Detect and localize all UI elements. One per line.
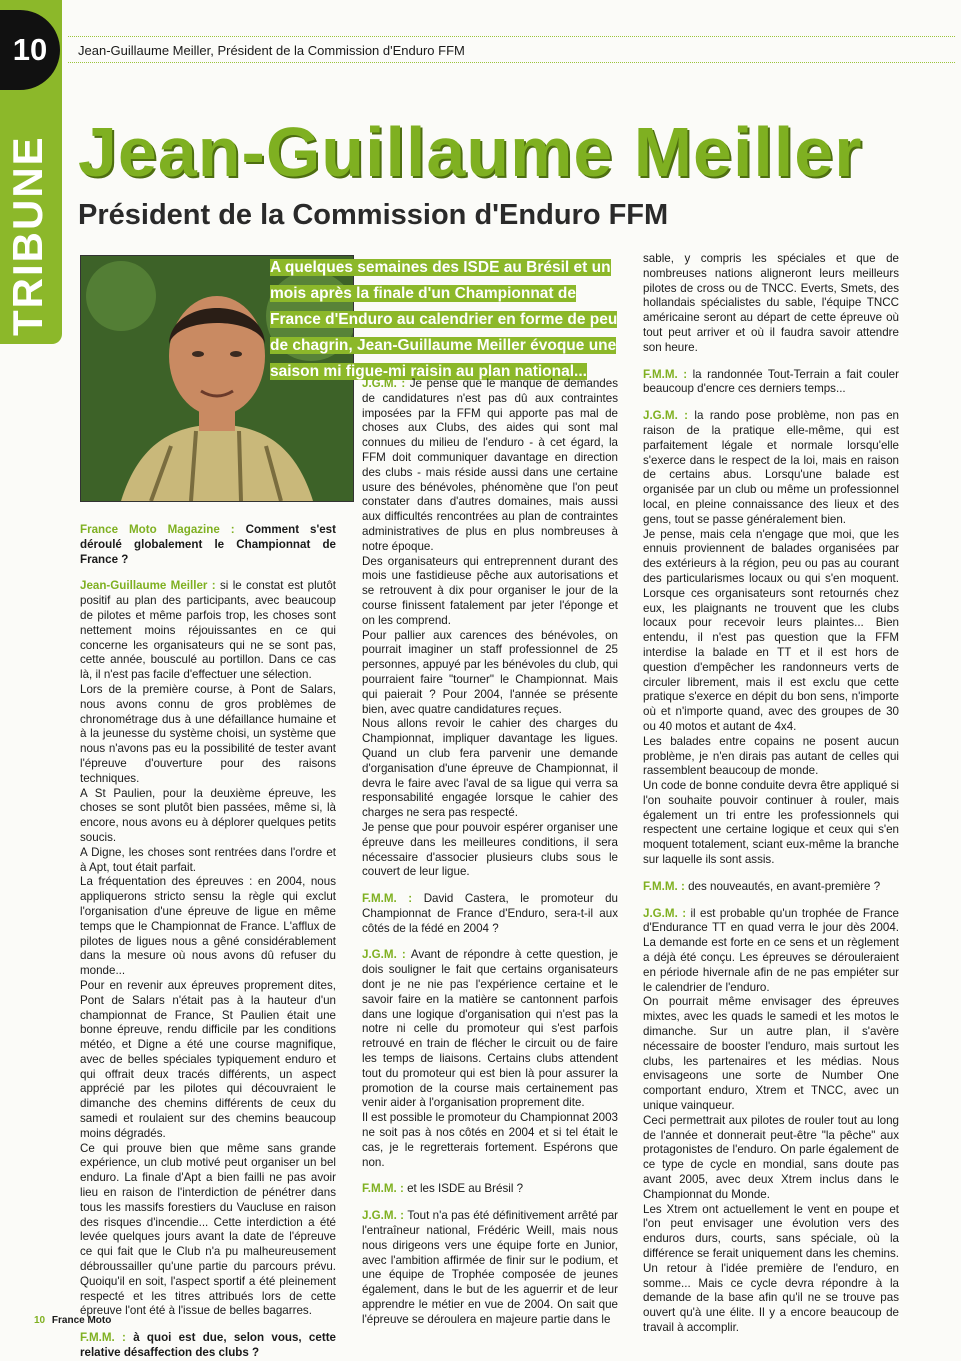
paragraph <box>643 779 899 868</box>
paragraph <box>643 409 899 527</box>
paragraph <box>643 735 899 779</box>
paragraph-text: à quoi est due, selon vous, cette relative désaffection des clubs ? <box>80 1331 337 1360</box>
paragraph <box>80 1331 336 1361</box>
paragraph-text: si le constat est plutôt positif au plan des participants, avec beaucoup de pilotes et même parfois trop, les choses sont nettement moins réjouissantes en ce qui concerne les organisateurs qui ne se sont pas, cette année, bousculé au portillon. Dans ce cas là, il n'est pas facile d'effectuer une sélection. <box>80 579 336 682</box>
speaker-label: J.G.M. : <box>643 906 691 920</box>
paragraph-text: Pour en revenir aux épreuves proprement dites, Pont de Salars n'était pas à la hauteur d'un championnat de France, St Paulien était une bonne épreuve, rendu difficile par les conditions météo, et Digne a été une course magnifique, avec de belles spéciales typiquement enduro et qui offrait deux tracés différents, un aspect apprécié par les pilotes qui découvraient le dimanche des chemins différents de ceux du samedi et roulaient sur des chemins beaucoup moins dégradés. <box>80 978 336 1140</box>
paragraph-text: Il est possible le promoteur du Championnat 2003 ne soit pas à nos côtés en 2004 et si tel était le cas, je le regretterais fortement. Espérons que non. <box>362 1111 618 1169</box>
paragraph-text: David Castera, le promoteur du Championnat de France d'Enduro, sera-t-il aux côtés de la fédé en 2004 ? <box>362 892 618 935</box>
speaker-label: F.M.M. : <box>362 892 424 906</box>
speaker-label: J.G.M. : <box>643 409 695 423</box>
top-rule <box>68 36 955 37</box>
speaker-label: F.M.M. : <box>643 879 689 893</box>
paragraph <box>643 368 899 398</box>
paragraph-text: Je pense que le manque de demandes de candidatures n'est pas dû aux contraintes imposées par la FFM qui apporte pas mal de choses aux Clubs, des aides qui sont mal connues du milieu de l'enduro - à cet égard, la FFM doit communiquer davantage en direction des clubs - mais réside aussi dans une certaine usure des bénévoles, phénomène que l'on peut constater dans d'autres domaines, mais aussi aux difficultés rencontrées au plan de contraintes administratives de plus en plus nombreuses à notre époque. <box>362 377 618 553</box>
speaker-label: France Moto Magazine : <box>80 523 246 536</box>
paragraph <box>80 787 336 846</box>
paragraph <box>362 629 618 718</box>
paragraph-text: A Digne, les choses sont rentrées dans l'ordre et à Apt, tout était parfait. <box>80 845 336 874</box>
paragraph-text: Les balades entre copains ne posent aucun problème, je n'en dirais pas autant de celles qui rassemblent beaucoup de monde. <box>643 734 899 778</box>
paragraph <box>80 846 336 876</box>
paragraph-text: la randonnée Tout-Terrain a fait couler beaucoup d'encre ces derniers temps... <box>643 367 899 396</box>
paragraph-text: Un code de bonne conduite devra être appliqué si l'on souhaite pouvoir continuer à rouler, mais également un tri entre les professionnels qui respectent une certaine logique et ceux qui s'en moquent totalement, sciant eux-même la branche sur laquelle ils sont assis. <box>643 779 899 867</box>
article-subtitle: Président de la Commission d'Enduro FFM <box>78 199 669 231</box>
paragraph <box>362 555 618 629</box>
speaker-label: F.M.M. : <box>643 367 693 381</box>
intro-text: A quelques semaines des ISDE au Brésil et un mois après la finale d'un Championnat de France d'Enduro au calendrier en forme de peu de chagrin, Jean-Guillaume Meiller évoque une saison mi figue-mi raisin au plan national... <box>270 259 618 380</box>
paragraph-text: des nouveautés, en avant-première ? <box>688 879 881 893</box>
paragraph <box>643 528 899 735</box>
paragraph <box>362 1182 618 1197</box>
article-title: Jean-Guillaume Meiller <box>78 113 863 191</box>
paragraph-text: Ceci permettrait aux pilotes de rouler tout au long de l'année et donnerait peut-être "la pêche" aux protagonistes de l'enduro. On parle également de ce type de cycle en mondial, sans doute pas avant 2005, avec deux Xtrem inclus dans le Championnat du Monde. <box>643 1113 899 1201</box>
paragraph-text: Tout n'a pas été définitivement arrêté par l'entraîneur national, Frédéric Weill, mais nous nous dirigeons vers une équipe forte en Junior, avec l'ambition affirmée de finir sur le podium, et une équipe de Trophée composée de jeunes également, dans le but de les aguerrir et de leur apprendre le métier en vue de 2004. On sait que l'épreuve se déroulera en majeure partie dans le <box>362 1209 619 1326</box>
paragraph <box>362 1111 618 1170</box>
paragraph-text: Je pense que pour pouvoir espérer organiser une épreuve dans les meilleures conditions, il sera nécessaire d'associer plusieurs clubs sous le couvert de leur ligue. <box>362 820 618 879</box>
paragraph <box>80 523 336 567</box>
column-3 <box>643 252 899 1336</box>
paragraph-text: Des organisateurs qui entreprennent durant des mois une fastidieuse pêche aux autorisations et se retrouvent à dix pour organiser le jour de la course finissent fatalement par jeter l'éponge et on les comprend. <box>362 554 618 627</box>
speaker-label: F.M.M. : <box>362 1182 408 1196</box>
paragraph <box>643 252 899 356</box>
paragraph <box>80 875 336 979</box>
paragraph <box>362 821 618 880</box>
paragraph <box>80 579 336 683</box>
section-label: TRIBUNE <box>4 135 51 336</box>
paragraph <box>362 717 618 821</box>
paragraph-text: La fréquentation des épreuves : en 2004, nous appliquerons stricto sensu la règle qui exclut l'organisation d'une épreuve de ligue en même temps que le Championnat de France. L'afflux de pilotes de ligues nous a gêné considérablement dans la mesure où nous avons dû refuser du monde... <box>80 875 336 978</box>
paragraph <box>643 880 899 895</box>
running-head: Jean-Guillaume Meiller, Président de la Commission d'Enduro FFM <box>78 43 465 58</box>
top-rule-bottom <box>68 62 955 63</box>
paragraph-text: Nous allons revoir le cahier des charges du Championnat, impliquer davantage les ligues. Quand un club fera parvenir une demande d'organisation d'une épreuve de Championnat, il devra le faire avec l'aval de sa ligue qui verra sa responsabilité engagée lorsque le cahier des charges ne sera pas respecté. <box>362 717 618 820</box>
page-number-badge: 10 <box>0 10 60 90</box>
paragraph <box>362 1209 618 1327</box>
paragraph-text: Lors de la première course, à Pont de Salars, nous avons connu de gros problèmes de chronométrage dus à une défaillance humaine et à la jeunesse du système choisi, un système que nous n'avons pas eu la possibilité de tester avant l'épreuve d'ouverture pour des raisons techniques. <box>80 682 336 785</box>
paragraph <box>643 995 899 1113</box>
footer-magazine: France Moto <box>51 1315 112 1326</box>
paragraph <box>80 979 336 1142</box>
column-1 <box>80 523 336 1361</box>
paragraph <box>643 907 899 996</box>
speaker-label: J.G.M. : <box>362 377 410 390</box>
paragraph-text: Comment s'est déroulé globalement le Championnat de France ? <box>80 523 336 566</box>
paragraph <box>80 683 336 787</box>
paragraph-text: Ce qui prouve bien que même sans grande expérience, un club motivé peut organiser un bel enduro. La finale d'Apt a bien failli ne pas avoir lieu en raison de l'interdiction de pénétrer dans tous les massifs forestiers du Vaucluse en raison des risques d'incendie... Cette interdiction a été levée quelques jours avant la date de l'épreuve ce qui fait que le Club n'a pu malheureusement débroussailler qu'une partie du parcours prévu. Quoiqu'il en soit, l'aspect sportif a été pleinement respecté et les titres attribués lors de cette épreuve l'ont été à l'issue de belles bagarres. <box>80 1141 336 1318</box>
paragraph-text: A St Paulien, pour la deuxième épreuve, les choses se sont plutôt bien passées, même si, là encore, nous avons eu à déplorer quelques petits soucis. <box>80 786 336 844</box>
paragraph-text: On pourrait même envisager des épreuves mixtes, avec les quads le samedi et les motos le dimanche. Sur un autre plan, il s'avère nécessaire de booster l'enduro, mais surtout les clubs, les partenaires et les médias. Nous envisageons une sorte de Number One comportant enduro, Xtrem et TNCC, avec un unique vainqueur. <box>643 995 899 1113</box>
speaker-label: Jean-Guillaume Meiller : <box>80 579 220 593</box>
paragraph-text: Pour pallier aux carences des bénévoles, on pourrait imaginer un staff professionnel de 25 personnes, appuyé par les bénévoles du club, qui pourraient faire "tourner" le Championnat. Mais qui paierait ? Pour 2004, l'année se présente bien, avec quatre candidatures reçues. <box>362 628 618 716</box>
page-footer <box>34 1315 111 1326</box>
speaker-label: F.M.M. : <box>80 1331 134 1345</box>
paragraph <box>362 948 618 1111</box>
paragraph <box>643 1203 899 1336</box>
paragraph <box>362 892 618 936</box>
paragraph-text: sable, y compris les spéciales et que de nombreuses nations aligneront leurs meilleurs pilotes de cross ou de TNCC. Everts, Smets, des hollandais spécialistes du sable, l'équipe TNCC américaine seront au départ de cette épreuve où tout peut arriver et où il faudra savoir attendre son heure. <box>643 252 899 354</box>
paragraph-text: la rando pose problème, non pas en raison de la pratique elle-même, qui est parfaitement légale et normale lorsqu'elle s'exerce dans le respect de la loi, mais en raison de certains abus. Lorsqu'une balade est organisée par un club ou même un professionnel local, en pleine connaissance des lieux et des gens, tout se passe généralement bien. <box>643 409 900 526</box>
paragraph <box>643 1114 899 1203</box>
paragraph <box>80 1142 336 1320</box>
paragraph <box>362 377 618 555</box>
speaker-label: J.G.M. : <box>362 1209 408 1223</box>
article-intro <box>270 255 620 385</box>
paragraph-text: il est probable qu'un trophée de France d'Endurance TT en quad verra le jour dès 2004. La demande est forte en ce sens et un règlement a déjà été conçu. Les épreuves se dérouleraient en période hivernale afin de ne pas empiéter sur le calendrier de l'enduro. <box>643 906 900 994</box>
footer-page-number: 10 <box>34 1315 46 1326</box>
paragraph-text: Les Xtrem ont actuellement le vent en poupe et l'on peut envisager une évolution vers des enduros durs, courts, sans spéciale, où la différence se ferait uniquement dans les chemins. Un retour à l'idée première de l'enduro, en somme... Mais ce cycle devra répondre à la demande de la base afin qu'il ne se trouve pas ouvert qu'à une élite. Il y a encore beaucoup de travail à accomplir. <box>643 1202 899 1334</box>
column-2 <box>362 377 618 1328</box>
speaker-label: J.G.M. : <box>362 948 411 962</box>
paragraph-text: et les ISDE au Brésil ? <box>407 1182 524 1196</box>
paragraph-text: Je pense, mais cela n'engage que moi, que les ennuis proviennent de balades organisées par des extérieurs à la région, peu ou pas au courant des particularismes locaux ou qui s'en moquent. Lorsque ces organisateurs sont retournés chez eux, les plaignants ne trouvent que les clubs locaux pour recevoir leurs plaintes... Bien entendu, il n'est pas question que la FFM interdise la balade en TT et il est hors de question d'empêcher les randonneurs verts de circuler librement, mais il est exclu que cette pratique s'exerce en dépit du bon sens, n'importe où et n'importe quand, avec des groupes de 30 ou 40 motos et autant de 4x4. <box>643 527 899 733</box>
paragraph-text: Avant de répondre à cette question, je dois souligner le fait que certains organisateurs dont je ne nie pas l'expérience certaine et le savoir faire en la matière se cantonnent parfois dans une logique d'organisation qui n'est pas la notre ni celle du promoteur qui s'est parfois retrouvé en train de flécher le circuit ou de faire les temps de liaisons. Certains clubs attendent tout du promoteur qui est bien là pour assurer la promotion de la course mais certainement pas venir aider à l'organisation proprement dite. <box>362 948 618 1110</box>
